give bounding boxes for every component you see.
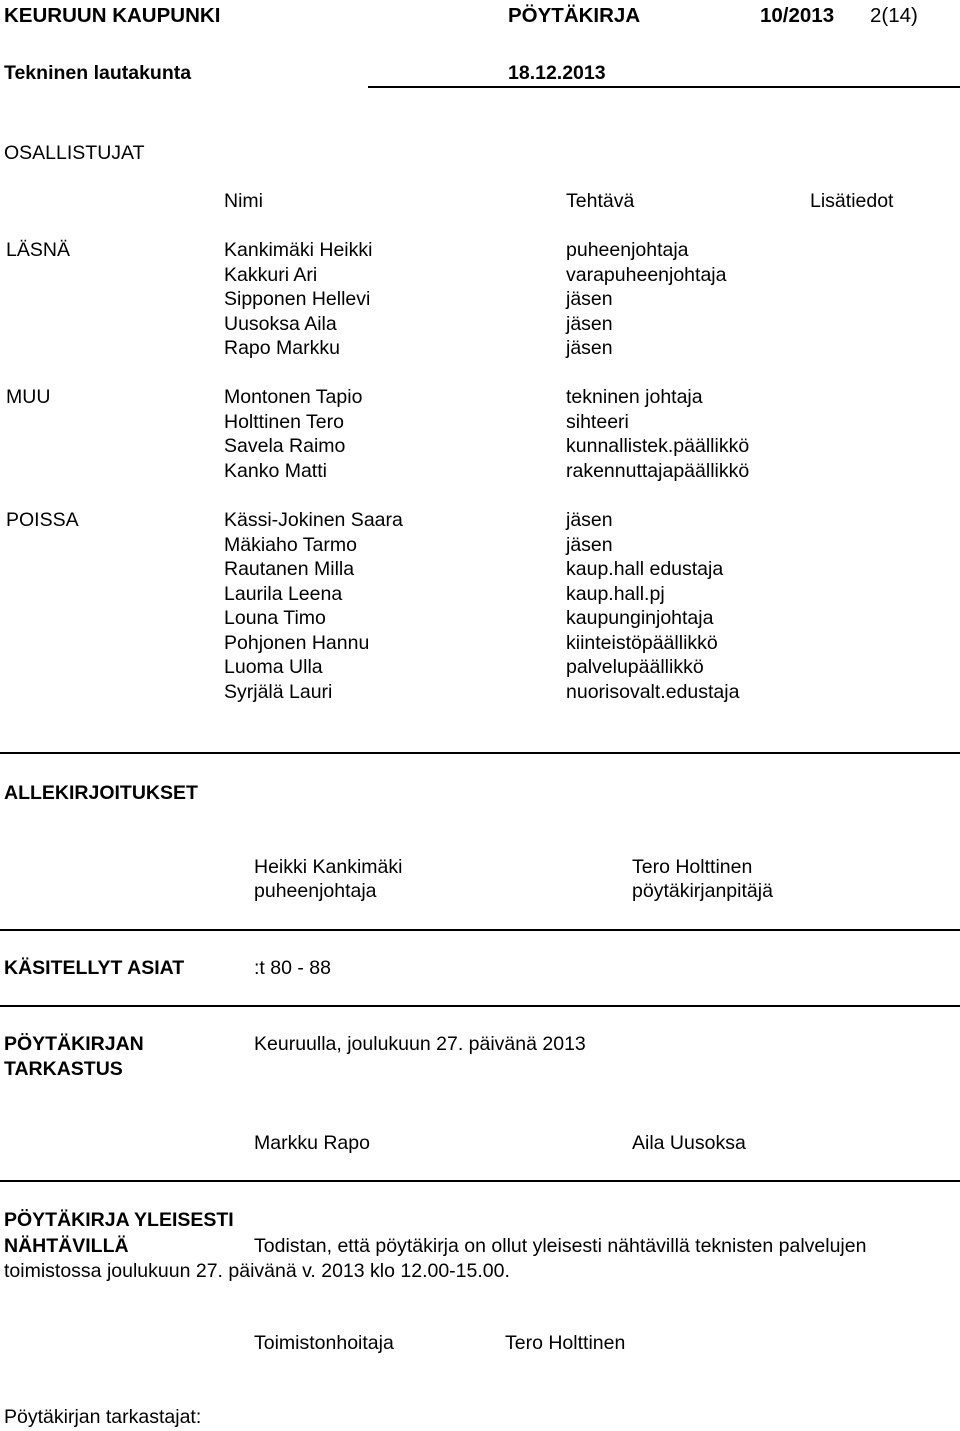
review-label-line1: PÖYTÄKIRJAN: [4, 1033, 144, 1055]
participant-name: Mäkiaho Tarmo: [224, 534, 357, 556]
participant-name: Luoma Ulla: [224, 656, 323, 678]
section-divider: [0, 929, 960, 931]
public-text-line2: toimistossa joulukuun 27. päivänä v. 2013 klo 12.00-15.00.: [4, 1260, 510, 1282]
review-place-date: Keuruulla, joulukuun 27. päivänä 2013: [254, 1033, 586, 1055]
participant-role: palvelupäällikkö: [566, 656, 704, 678]
participant-name: Pohjonen Hannu: [224, 632, 370, 654]
participant-name: Sipponen Hellevi: [224, 288, 371, 310]
chair-name: Heikki Kankimäki: [254, 856, 403, 878]
signer-title: Toimistonhoitaja: [254, 1332, 394, 1354]
participant-name: Uusoksa Aila: [224, 313, 337, 335]
participant-role: jäsen: [566, 509, 613, 531]
participant-name: Rapo Markku: [224, 337, 340, 359]
reviewers-footer-label: Pöytäkirjan tarkastajat:: [4, 1406, 202, 1428]
header-rule: [368, 86, 960, 88]
section-divider: [0, 752, 960, 754]
meeting-date: 18.12.2013: [508, 62, 606, 84]
column-header-extra: Lisätiedot: [810, 190, 894, 212]
group-label-other: MUU: [6, 386, 51, 408]
participant-role: kaupunginjohtaja: [566, 607, 714, 629]
items-label: KÄSITELLYT ASIAT: [4, 957, 185, 979]
signer-name: Tero Holttinen: [505, 1332, 626, 1354]
participant-name: Holttinen Tero: [224, 411, 344, 433]
public-text-line1: Todistan, että pöytäkirja on ollut yleisesti nähtävillä teknisten palvelujen: [254, 1235, 867, 1257]
participant-name: Kanko Matti: [224, 460, 327, 482]
participant-name: Rautanen Milla: [224, 558, 355, 580]
participant-role: kaup.hall edustaja: [566, 558, 724, 580]
participant-name: Louna Timo: [224, 607, 326, 629]
participant-role: jäsen: [566, 337, 613, 359]
participant-role: kaup.hall.pj: [566, 583, 665, 605]
public-label-line2: NÄHTÄVILLÄ: [4, 1235, 129, 1257]
participant-role: puheenjohtaja: [566, 239, 689, 261]
participant-name: Kankimäki Heikki: [224, 239, 373, 261]
items-value: :t 80 - 88: [254, 957, 331, 979]
org-name: KEURUUN KAUPUNKI: [4, 4, 221, 27]
participant-role: jäsen: [566, 288, 613, 310]
participant-role: kiinteistöpäällikkö: [566, 632, 718, 654]
participant-role: rakennuttajapäällikkö: [566, 460, 750, 482]
participant-name: Kakkuri Ari: [224, 264, 318, 286]
public-label-line1: PÖYTÄKIRJA YLEISESTI: [4, 1209, 234, 1231]
participant-name: Savela Raimo: [224, 435, 346, 457]
secretary-title: pöytäkirjanpitäjä: [632, 880, 773, 902]
section-divider: [0, 1005, 960, 1007]
reviewer-2: Aila Uusoksa: [632, 1132, 746, 1154]
board-name: Tekninen lautakunta: [4, 62, 192, 84]
participant-name: Syrjälä Lauri: [224, 681, 333, 703]
participant-role: tekninen johtaja: [566, 386, 703, 408]
group-label-absent: POISSA: [6, 509, 79, 531]
doc-type: PÖYTÄKIRJA: [508, 4, 641, 27]
doc-number: 10/2013: [760, 4, 835, 27]
participant-name: Laurila Leena: [224, 583, 343, 605]
chair-title: puheenjohtaja: [254, 880, 377, 902]
secretary-name: Tero Holttinen: [632, 856, 753, 878]
section-divider: [0, 1180, 960, 1182]
signatures-title: ALLEKIRJOITUKSET: [4, 782, 198, 804]
review-label-line2: TARKASTUS: [4, 1058, 123, 1080]
participant-role: jäsen: [566, 534, 613, 556]
participant-role: jäsen: [566, 313, 613, 335]
participants-title: OSALLISTUJAT: [4, 142, 145, 164]
column-header-role: Tehtävä: [566, 190, 635, 212]
column-header-name: Nimi: [224, 190, 263, 212]
group-label-present: LÄSNÄ: [6, 239, 70, 261]
participant-name: Kässi-Jokinen Saara: [224, 509, 403, 531]
participant-role: sihteeri: [566, 411, 629, 433]
page-number: 2(14): [870, 4, 918, 27]
participant-role: nuorisovalt.edustaja: [566, 681, 740, 703]
participant-role: varapuheenjohtaja: [566, 264, 727, 286]
reviewer-1: Markku Rapo: [254, 1132, 370, 1154]
participant-name: Montonen Tapio: [224, 386, 363, 408]
participant-role: kunnallistek.päällikkö: [566, 435, 750, 457]
